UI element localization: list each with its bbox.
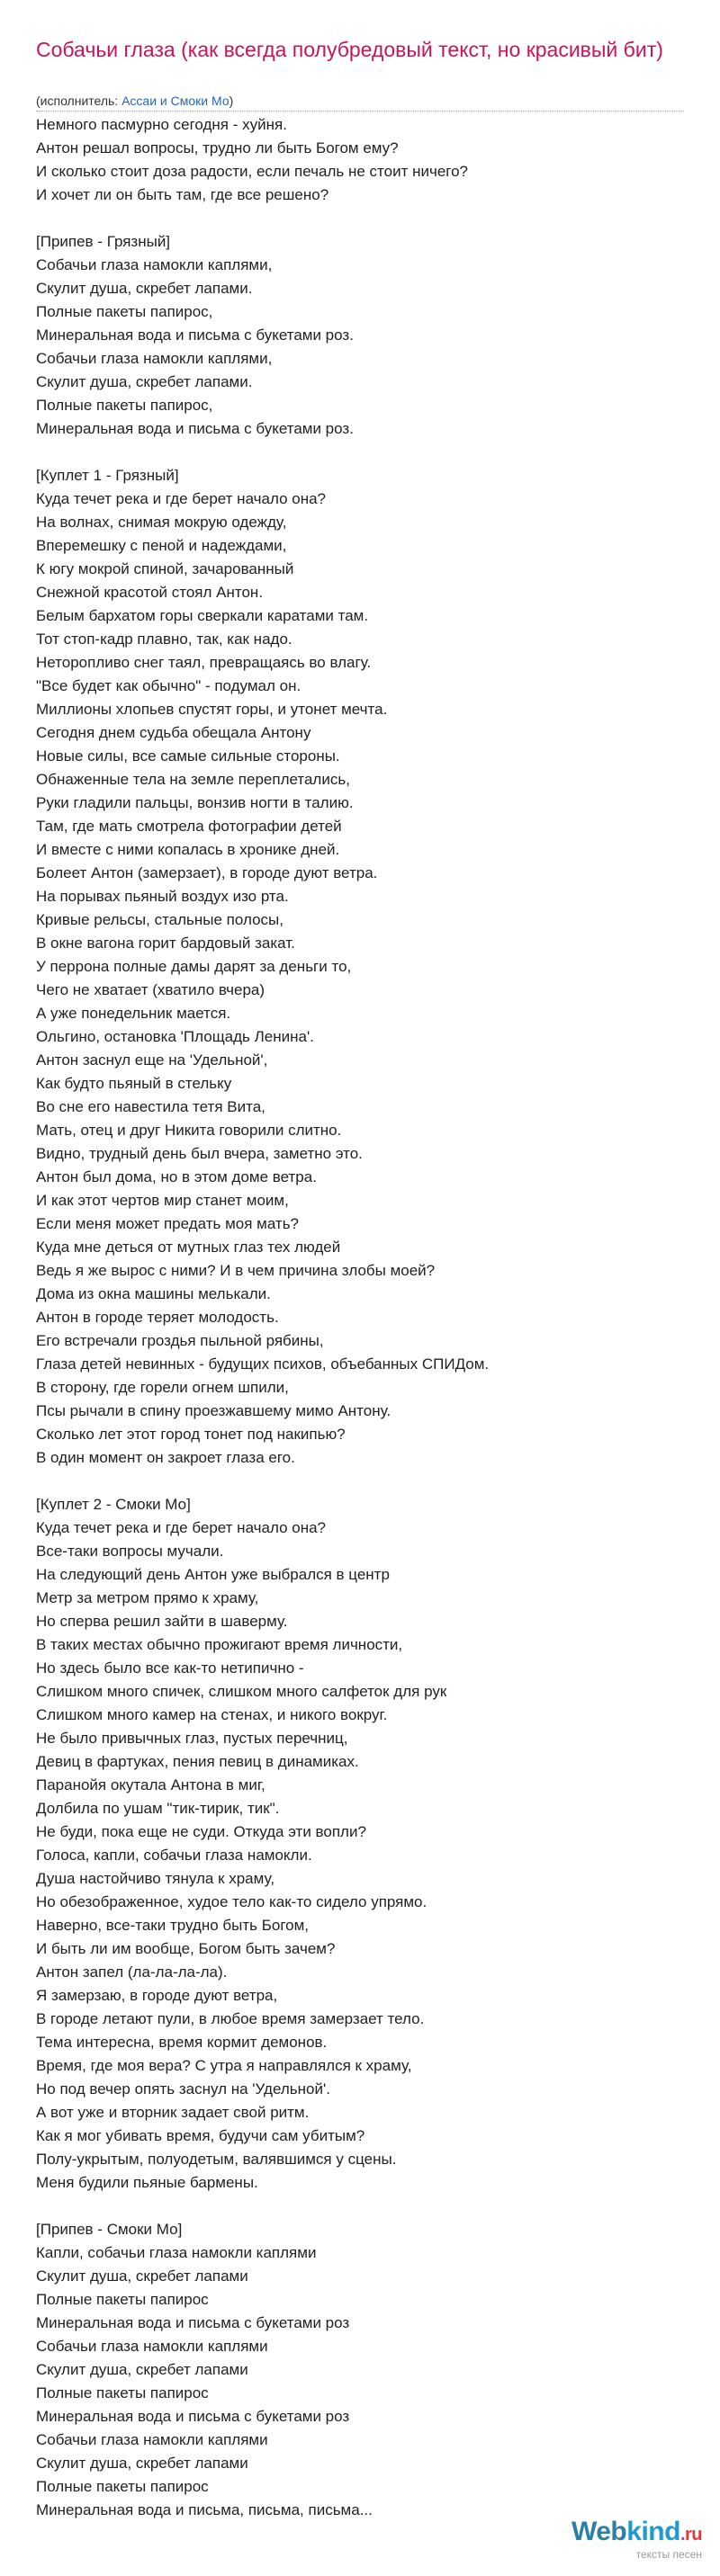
lyric-line: [Припев - Смоки Мо] (36, 2221, 183, 2238)
lyric-line: Антон решал вопросы, трудно ли быть Богом ему? (36, 139, 399, 157)
lyric-line: Минеральная вода и письма с букетами роз. (36, 420, 354, 437)
lyric-line: Дома из окна машины мелькали. (36, 1285, 271, 1302)
lyric-line: Капли, собачьи глаза намокли каплями (36, 2244, 317, 2261)
lyric-line: [Припев - Грязный] (36, 233, 171, 250)
lyric-line: Скулит душа, скребет лапами (36, 2455, 248, 2472)
lyric-line: В таких местах обычно прожигают время личности, (36, 1636, 403, 1653)
lyric-line: Собачьи глаза намокли каплями (36, 2431, 268, 2448)
artist-line (36, 92, 684, 110)
lyric-line: Собачьи глаза намокли каплями (36, 2338, 268, 2355)
lyric-line: Ольгино, остановка 'Площадь Ленина'. (36, 1028, 314, 1045)
lyric-line: Я замерзаю, в городе дуют ветра, (36, 1987, 278, 2004)
lyric-line: Кривые рельсы, стальные полосы, (36, 911, 284, 928)
lyric-line: Душа настойчиво тянула к храму, (36, 1870, 275, 1887)
lyric-line: Но обезображенное, худое тело как-то сидело упрямо. (36, 1893, 428, 1910)
lyric-line: Неторопливо снег таял, превращаясь во влагу. (36, 654, 372, 671)
lyric-line: Не было привычных глаз, пустых перечниц, (36, 1730, 348, 1747)
lyric-line: А вот уже и вторник задает свой ритм. (36, 2104, 310, 2121)
lyric-line: Полу-укрытым, полуодетым, валявшимся у сцены. (36, 2151, 397, 2168)
site-logo[interactable] (522, 2515, 702, 2565)
logo-wordmark (572, 2515, 702, 2552)
lyric-line: Голоса, капли, собачьи глаза намокли. (36, 1847, 312, 1864)
blank-line (36, 1470, 684, 1493)
lyric-line: [Куплет 1 - Грязный] (36, 467, 179, 484)
lyric-line: И вместе с ними копалась в хронике дней. (36, 841, 340, 858)
lyric-line: Полные пакеты папирос (36, 2384, 209, 2402)
lyric-line: Псы рычали в спину проезжавшему мимо Антону. (36, 1402, 392, 1419)
lyric-line: Новые силы, все самые сильные стороны. (36, 747, 340, 765)
artist-suffix: ) (229, 94, 234, 108)
lyric-line: Наверно, все-таки трудно быть Богом, (36, 1917, 310, 1934)
lyric-line: Меня будили пьяные бармены. (36, 2174, 258, 2191)
lyric-line: На следующий день Антон уже выбрался в центр (36, 1566, 390, 1583)
lyric-line: Как я мог убивать время, будучи сам убитым? (36, 2127, 365, 2144)
lyric-line: Паранойя окутала Антона в миг, (36, 1776, 266, 1793)
lyric-line: Метр за метром прямо к храму, (36, 1589, 259, 1606)
lyric-line: Слишком много камер на стенах, и никого вокруг. (36, 1706, 388, 1723)
lyric-line: Руки гладили пальцы, вонзив ногти в талию. (36, 794, 354, 811)
lyric-line: Сегодня днем судьба обещала Антону (36, 724, 311, 741)
lyric-line: Но сперва решил зайти в шаверму. (36, 1613, 288, 1630)
lyric-line: Полные пакеты папирос (36, 2291, 209, 2308)
lyric-line: Антон был дома, но в этом доме ветра. (36, 1168, 317, 1185)
lyric-line: На волнах, снимая мокрую одежду, (36, 514, 287, 531)
lyric-line: "Все будет как обычно" - подумал он. (36, 677, 302, 694)
lyric-line: Полные пакеты папирос, (36, 303, 213, 320)
lyric-line: Минеральная вода и письма с букетами роз. (36, 326, 354, 344)
lyric-line: Минеральная вода и письма с букетами роз (36, 2314, 350, 2331)
lyric-line: Во сне его навестила тетя Вита, (36, 1098, 266, 1115)
lyric-line: Скулит душа, скребет лапами (36, 2361, 248, 2378)
lyric-line: Скулит душа, скребет лапами. (36, 280, 253, 297)
song-title: Собачьи глаза (как всегда полубредовый текст, но красивый бит) (36, 38, 663, 61)
lyric-line: Его встречали гроздья пыльной рябины, (36, 1332, 324, 1349)
lyric-line: Минеральная вода и письма с букетами роз (36, 2408, 350, 2425)
lyric-line: Не буди, пока еще не суди. Откуда эти вопли? (36, 1823, 366, 1840)
lyric-line: Обнаженные тела на земле переплетались, (36, 771, 350, 788)
lyric-line: Собачьи глаза намокли каплями, (36, 256, 273, 273)
lyric-line: Антон запел (ла-ла-ла-ла). (36, 1963, 228, 1981)
lyric-line: Ведь я же вырос с ними? И в чем причина злобы моей? (36, 1262, 436, 1279)
lyric-line: Антон заснул еще на 'Удельной', (36, 1051, 268, 1069)
lyric-line: Чего не хватает (хватило вчера) (36, 981, 266, 998)
lyric-line: Собачьи глаза намокли каплями, (36, 350, 273, 367)
lyric-line: Тот стоп-кадр плавно, так, как надо. (36, 631, 292, 648)
logo-part-kind: kind (626, 2517, 680, 2546)
lyric-line: Снежной красотой стоял Антон. (36, 584, 264, 601)
lyric-line: Время, где моя вера? С утра я направлялся к храму, (36, 2057, 412, 2074)
lyric-line: Глаза детей невинных - будущих психов, объебанных СПИДом. (36, 1355, 490, 1373)
artist-prefix: (исполнитель: (36, 94, 122, 108)
lyric-line: Видно, трудный день был вчера, заметно это. (36, 1145, 363, 1162)
lyric-line: На порывах пьяный воздух изо рта. (36, 888, 289, 905)
lyric-line: И как этот чертов мир станет моим, (36, 1192, 289, 1209)
blank-line (36, 207, 684, 230)
lyric-line: Все-таки вопросы мучали. (36, 1543, 224, 1560)
logo-tagline: тексты песен (635, 2548, 702, 2561)
lyric-line: Девиц в фартуках, пения певиц в динамиках. (36, 1753, 359, 1770)
blank-line (36, 441, 684, 464)
lyric-line: Белым бархатом горы сверкали каратами там. (36, 607, 369, 624)
lyric-line: Слишком много спичек, слишком много салфеток для рук (36, 1683, 447, 1700)
lyric-line: Как будто пьяный в стельку (36, 1075, 232, 1092)
lyric-line: Куда мне деться от мутных глаз тех людей (36, 1239, 341, 1256)
lyric-line: Но здесь было все как-то нетипично - (36, 1659, 304, 1677)
title-divider (36, 111, 684, 112)
lyric-line: Скулит душа, скребет лапами (36, 2267, 248, 2285)
lyric-line: И сколько стоит доза радости, если печаль не стоит ничего? (36, 163, 469, 180)
lyric-line: А уже понедельник мается. (36, 1005, 231, 1022)
lyric-line: И быть ли им вообще, Богом быть зачем? (36, 1940, 336, 1957)
lyric-line: Там, где мать смотрела фотографии детей (36, 818, 342, 835)
lyric-line: Сколько лет этот город тонет под накипью? (36, 1426, 346, 1443)
lyric-line: Миллионы хлопьев спустят горы, и утонет мечта. (36, 701, 388, 718)
lyric-line: Куда течет река и где берет начало она? (36, 1519, 327, 1536)
lyric-line: Долбила по ушам "тик-тирик, тик". (36, 1800, 280, 1817)
lyrics-text (36, 113, 684, 2522)
lyric-line: Полные пакеты папирос (36, 2478, 209, 2495)
lyric-line: К югу мокрой спиной, зачарованный (36, 560, 294, 577)
lyric-line: Тема интересна, время кормит демонов. (36, 2034, 328, 2051)
logo-part-web: Web (571, 2517, 627, 2546)
lyric-line: Если меня может предать моя мать? (36, 1215, 300, 1232)
blank-line (36, 2195, 684, 2218)
lyric-line: В один момент он закроет глаза его. (36, 1449, 295, 1466)
lyric-line: У перрона полные дамы дарят за деньги то, (36, 958, 352, 975)
logo-part-ru: .ru (680, 2525, 702, 2545)
lyric-line: Минеральная вода и письма, письма, письма... (36, 2501, 373, 2518)
lyric-line: Скулит душа, скребет лапами. (36, 373, 253, 390)
lyric-line: И хочет ли он быть там, где все решено? (36, 186, 329, 203)
lyric-line: Немного пасмурно сегодня - хуйня. (36, 116, 287, 133)
lyric-line: Но под вечер опять заснул на 'Удельной'. (36, 2080, 330, 2097)
artist-link[interactable]: Ассаи и Смоки Мо (122, 94, 230, 108)
lyric-line: Болеет Антон (замерзает), в городе дуют ветра. (36, 864, 378, 881)
lyric-line: В городе летают пули, в любое время замерзает тело. (36, 2010, 425, 2027)
lyric-line: Куда течет река и где берет начало она? (36, 490, 327, 507)
lyric-line: В сторону, где горели огнем шпили, (36, 1379, 289, 1396)
lyric-line: [Куплет 2 - Смоки Мо] (36, 1496, 191, 1513)
lyric-line: Мать, отец и друг Никита говорили слитно. (36, 1122, 342, 1139)
lyric-line: В окне вагона горит бардовый закат. (36, 935, 295, 952)
lyric-line: Вперемешку с пеной и надеждами, (36, 537, 287, 554)
lyric-line: Полные пакеты папирос, (36, 397, 213, 414)
lyric-line: Антон в городе теряет молодость. (36, 1309, 279, 1326)
